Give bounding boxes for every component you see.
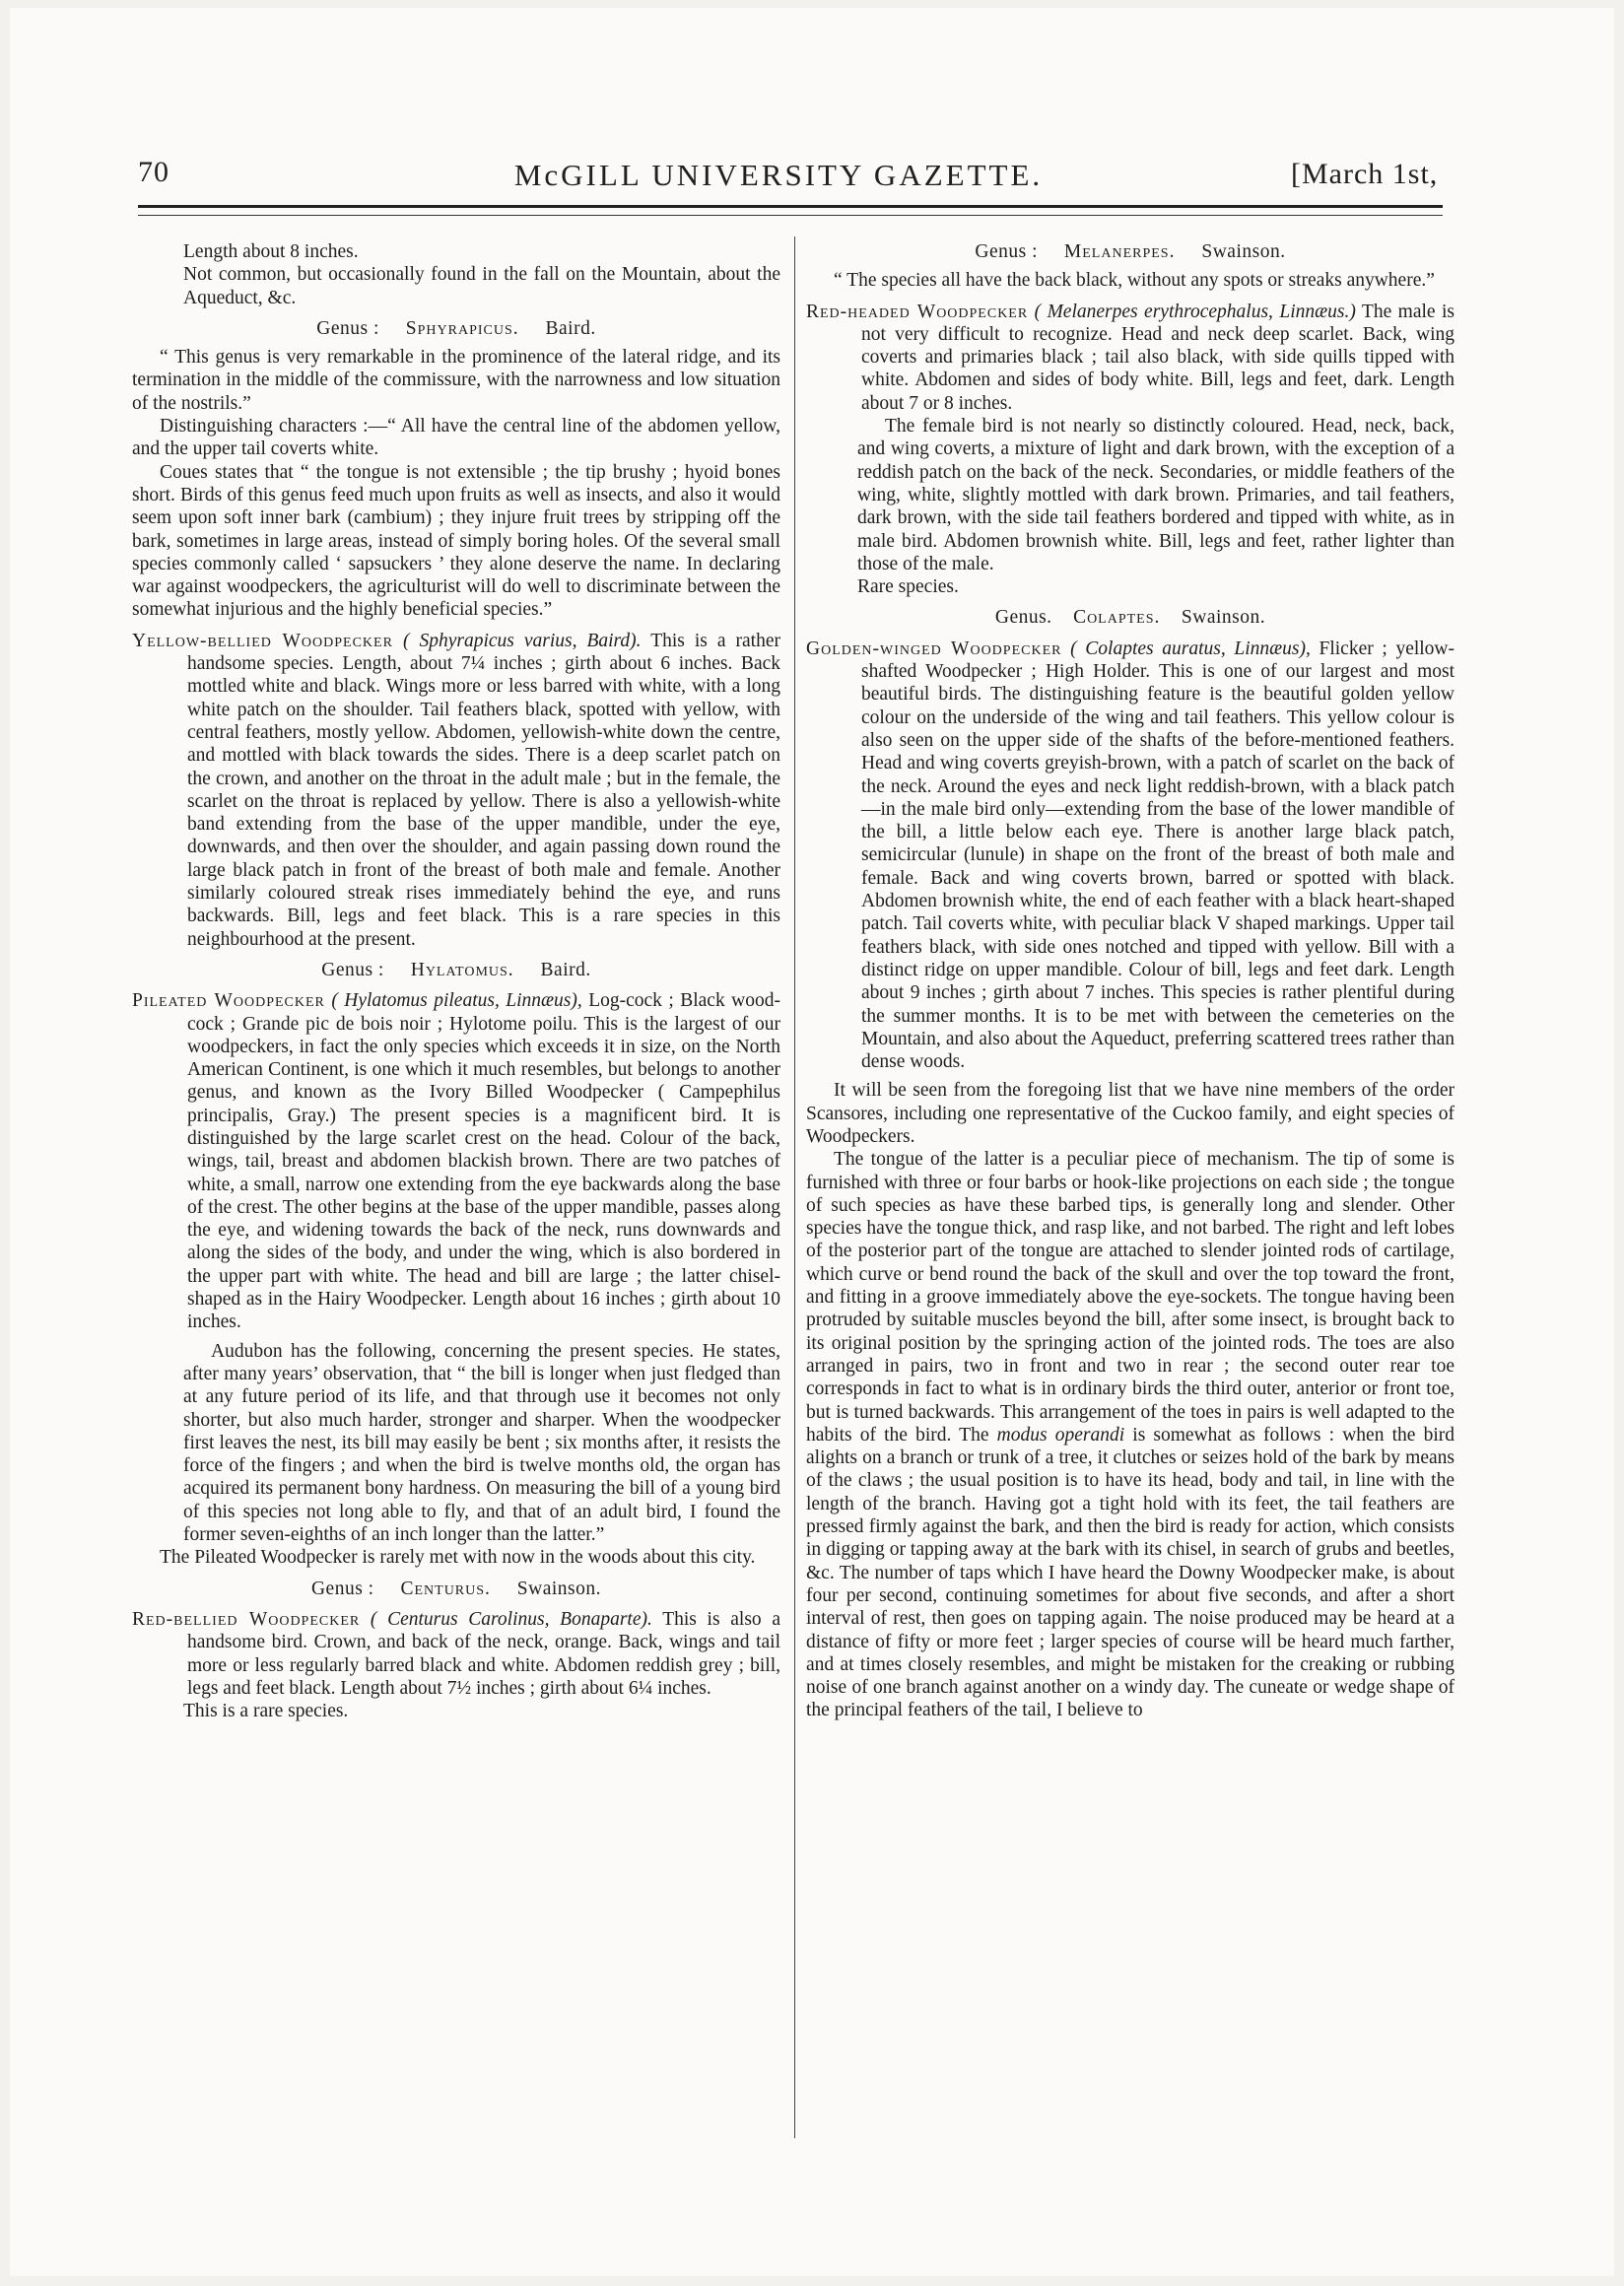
genus-name: Colaptes. <box>1073 607 1161 629</box>
paragraph: “ The species all have the back black, without any spots or streaks anywhere.” <box>834 270 1435 292</box>
paragraph: “ This genus is very remarkable in the prominence of the lateral ridge, and its termination in the middle of the commissure, with the narrowness and low situation of the nostrils.” <box>132 347 780 414</box>
species-entry <box>132 630 780 951</box>
paragraph: Not common, but occasionally found in the fall on the Mountain, about the Aqueduct, &c. <box>183 264 780 308</box>
species-latin: ( Sphyrapicus varius, Baird). <box>402 630 642 651</box>
genus-heading <box>132 959 780 981</box>
genus-heading <box>806 240 1455 263</box>
species-description: This is also a handsome bird. Crown, and back of the neck, orange. Back, wings and tail more or less regularly barred black and white. Abdomen reddish grey ; bill, legs and feet black. Length about 7½ inches ; girth about 6¼ inches. <box>187 1608 780 1699</box>
species-entry <box>132 989 780 1333</box>
paragraph: This is a rare species. <box>183 1701 349 1722</box>
species-name: Pileated Woodpecker <box>132 990 325 1012</box>
species-description: Flicker ; yellow-shafted Woodpecker ; High Holder. This is one of our largest and most beautiful birds. The distinguishing feature is the beautiful golden yellow colour on the underside of the wing and tail feathers. This yellow colour is also seen on the upper side of the shafts of the before-mentioned feathers. Head and wing coverts greyish-brown, with a patch of scarlet on the back of the neck. Around the eyes and neck light reddish-brown, with a black patch—in the male bird only—extending from the base of the lower mandible of the bill, a little below each eye. There is another large black patch, semicircular (lunule) in shape on the front of the breast of both male and female. Back and wing coverts brown, barred or spotted with black. Abdomen brownish white, the end of each feather with a black heart-shaped patch. Tail coverts white, with peculiar black V shaped markings. Upper tail feathers black, with side ones notched and tipped with yellow. Bill with a distinct ridge on upper mandible. Colour of bill, legs and feet dark. Length about 9 inches ; girth about 7 inches. This species is rather plentiful during the summer months. It is to be met with between the cemeteries on the Mountain, and also about the Aqueduct, preferring scattered trees rather than dense woods. <box>861 638 1455 1073</box>
paragraph: Audubon has the following, concerning the present species. He states, after many years’ observation, that “ the bill is longer when just fledged than at any future period of its life, and that through use it becomes not only shorter, but also much harder, stronger and sharper. When the woodpecker first leaves the nest, its bill may easily be bent ; six months after, it resists the force of the fingers ; and when the bird is twelve months old, the organ has acquired its permanent bony hardness. On measuring the bill of a young bird of this species not long able to fly, and that of an adult bird, I found the former seven-eighths of an inch longer than the latter.” <box>183 1340 780 1546</box>
species-name: Yellow-bellied Woodpecker <box>132 630 393 651</box>
species-name: Golden-winged Woodpecker <box>806 638 1062 659</box>
paragraph: It will be seen from the foregoing list that we have nine members of the order Scansores, including one representative of the Cuckoo family, and eight species of Woodpeckers. <box>806 1080 1455 1147</box>
right-column <box>806 240 1455 1722</box>
genus-heading <box>132 1578 780 1600</box>
species-description: This is a rather handsome species. Length, about 7¼ inches ; girth about 6 inches. Back mottled white and black. Wings more or less barred with white, with a long white patch on the shoulder. Tail feathers black, spotted with yellow, with central feathers, mostly yellow. Abdomen, yellowish-white down the centre, and mottled with black towards the sides. There is a deep scarlet patch on the crown, and another on the throat in the adult male ; but in the female, the scarlet on the throat is replaced by yellow. There is also a yellowish-white band extending from the base of the upper mandible, under the eye, downwards, and then over the shoulder, and again passing down round the large black patch in front of the breast of both male and female. Another similarly coloured streak rises immediately behind the eye, and runs backwards. Bill, legs and feet black. This is a rare species in this neighbourhood at the present. <box>187 630 780 950</box>
species-entry <box>806 638 1455 1074</box>
genus-name: Hylatomus. <box>410 959 514 980</box>
paragraph: Distinguishing characters :—“ All have the central line of the abdomen yellow, and the upper tail coverts white. <box>132 416 780 460</box>
header-rule-thick <box>138 205 1443 208</box>
genus-name: Melanerpes. <box>1063 241 1176 262</box>
genus-label: Genus : <box>310 1578 374 1599</box>
gazette-page <box>10 8 1614 2276</box>
genus-author: Baird. <box>545 317 596 339</box>
genus-heading <box>132 317 780 340</box>
page-number: 70 <box>138 156 169 188</box>
italic-phrase: modus operandi <box>996 1424 1125 1446</box>
paragraph-text: The tongue of the latter is a peculiar piece of mechanism. The tip of some is furnished with three or four barbs or hook-like projections on each side ; the tongue of such species as have these barbed tips, is generally long and slender. Other species have the tongue thick, and rasp like, and not barbed. The right and left lobes of the posterior part of the tongue are attached to slender jointed rods of cartilage, which curve or bend round the back of the skull and over the top toward the front, and fitting in a groove immediately above the eye-sockets. The tongue having been protruded by suitable muscles beyond the bill, after some insect, is brought back to its original position by the springing action of the jointed rods. The toes are also arranged in pairs, two in front and two in rear ; the second outer rear toe corresponds in fact to what is in ordinary birds the third outer, anterior or front toe, but is turned backwards. This arrangement of the toes in pairs is well adapted to the habits of the bird. The <box>806 1149 1455 1446</box>
genus-author: Swainson. <box>1201 241 1286 262</box>
species-name: Red-headed Woodpecker <box>806 301 1029 322</box>
species-entry <box>806 301 1455 415</box>
paragraph: Length about 8 inches. <box>183 241 359 262</box>
header-rule-thin <box>138 215 1443 216</box>
left-column <box>132 240 780 1722</box>
species-latin: ( Melanerpes erythrocephalus, Linnæus.) <box>1034 301 1356 322</box>
species-name: Red-bellied Woodpecker <box>132 1608 361 1630</box>
species-entry <box>132 1608 780 1700</box>
genus-name: Centurus. <box>400 1578 491 1599</box>
genus-author: Swainson. <box>516 1578 602 1599</box>
genus-label: Genus. <box>994 607 1052 629</box>
paragraph: The female bird is not nearly so distinctly coloured. Head, neck, back, and wing coverts, a mixture of light and dark brown, with the exception of a reddish patch on the back of the neck. Secondaries, or middle feathers of the wing, white, slightly mottled with dark brown. Primaries, and tail feathers, dark brown, with the side tail feathers bordered and tipped with white, as in male bird. Abdomen brownish white. Bill, legs and feet, rather lighter than those of the male. <box>857 416 1455 574</box>
genus-author: Swainson. <box>1181 607 1266 629</box>
genus-author: Baird. <box>540 959 591 980</box>
issue-date: [March 1st, <box>1291 158 1439 190</box>
genus-heading <box>806 606 1455 629</box>
paragraph-text: is somewhat as follows : when the bird alights on a branch or trunk of a tree, it clutches or seizes hold of the bark by means of the claws ; the usual position is to have its head, body and tail, in line with the length of the branch. Having got a tight hold with its feet, the tail feathers are pressed firmly against the bark, and then the bird is ready for action, which consists in digging or tapping away at the bark with its chisel, in search of grubs and beetles, &c. The number of taps which I have heard the Downy Woodpecker make, is about four per second, continuing sometimes for about five seconds, and after a short interval of rest, then goes on tapping again. The noise produced may be heard at a distance of fifty or more feet ; larger species of course will be heard much farther, and at times closely resembles, and might be mistaken for the creaking or rubbing noise of one branch against another on a windy day. The cuneate or wedge shape of the principal feathers of the tail, I believe to <box>806 1424 1455 1721</box>
species-description: Log-cock ; Black wood-cock ; Grande pic de bois noir ; Hylotome poilu. This is the largest of our woodpeckers, in fact the only species which exceeds it in size, on the North American Continent, is one which it much resembles, but belongs to another genus, and known as the Ivory Billed Woodpecker ( Campephilus principalis, Gray.) The present species is a magnificent bird. It is distinguished by the large scarlet crest on the head. Colour of the back, wings, tail, breast and abdomen blackish brown. There are two patches of white, a small, narrow one extending from the eye backwards along the base of the crest. The other begins at the base of the upper mandible, passes along the eye, and widening towards the back of the neck, runs downwards and along the sides of the body, and under the wing, which is also bordered in the upper part with white. The head and bill are large ; the latter chisel-shaped as in the Hairy Woodpecker. Length about 16 inches ; girth about 10 inches. <box>187 990 780 1333</box>
species-latin: ( Hylatomus pileatus, Linnæus), <box>331 990 582 1012</box>
paragraph: The Pileated Woodpecker is rarely met with now in the woods about this city. <box>160 1547 756 1569</box>
species-latin: ( Colaptes auratus, Linnæus), <box>1070 638 1311 659</box>
species-latin: ( Centurus Carolinus, Bonaparte). <box>370 1608 652 1630</box>
genus-name: Sphyrapicus. <box>405 317 519 339</box>
species-description: The male is not very difficult to recognize. Head and neck deep scarlet. Back, wing coverts and primaries black ; tail also black, with side quills tipped with white. Abdomen and sides of body white. Bill, legs and feet, dark. Length about 7 or 8 inches. <box>861 301 1455 414</box>
genus-label: Genus : <box>321 959 384 980</box>
paragraph: Rare species. <box>857 576 959 598</box>
column-divider <box>794 236 795 2138</box>
genus-label: Genus : <box>975 241 1039 262</box>
paragraph <box>806 1148 1455 1721</box>
paragraph: Coues states that “ the tongue is not extensible ; the tip brushy ; hyoid bones short. Birds of this genus feed much upon fruits as well as insects, and also it would seem upon soft inner bark (cambium) ; they injure fruit trees by stripping off the bark, sometimes in large areas, instead of simply boring holes. Of the several small species commonly called ‘ sapsuckers ’ they alone deserve the name. In declaring war against woodpeckers, the agriculturist will do well to discriminate between the somewhat injurious and the highly beneficial species.” <box>132 461 780 621</box>
journal-title: McGILL UNIVERSITY GAZETTE. <box>513 158 1044 192</box>
genus-label: Genus : <box>316 317 379 339</box>
